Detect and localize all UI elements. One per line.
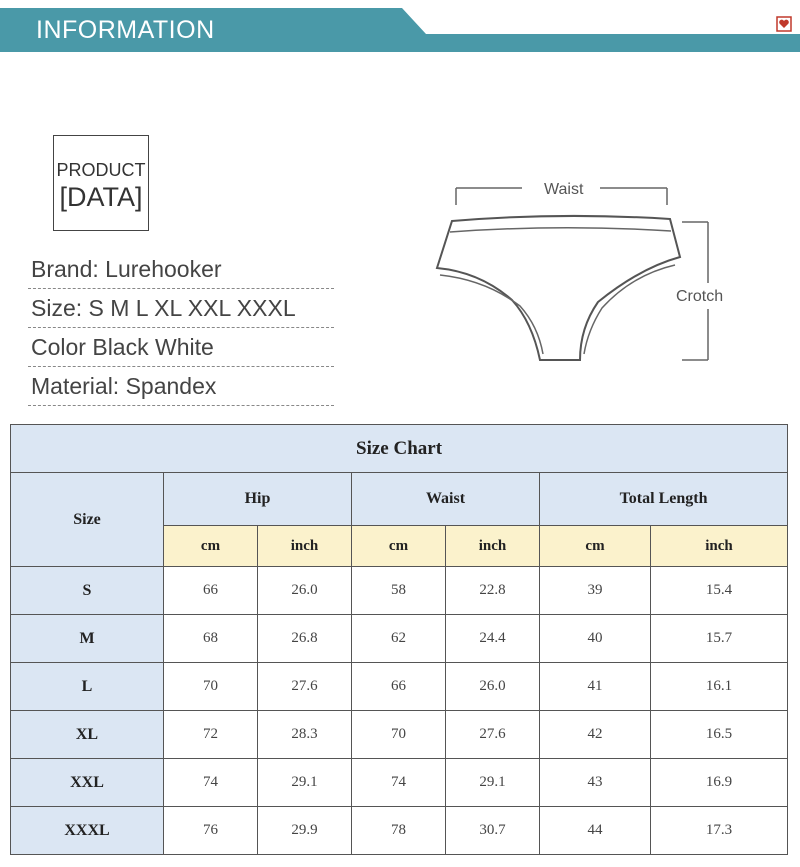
size-header: Size [11, 473, 164, 567]
unit-cell: cm [352, 526, 446, 567]
value-cell: 28.3 [258, 711, 352, 759]
value-cell: 40 [540, 615, 651, 663]
size-chart-table [10, 424, 788, 855]
value-cell: 72 [164, 711, 258, 759]
material-line: Material: Spandex [28, 370, 334, 406]
value-cell: 62 [352, 615, 446, 663]
heart-badge-icon[interactable] [776, 16, 792, 32]
table-row [11, 567, 788, 615]
value-cell: 70 [352, 711, 446, 759]
value-cell: 26.8 [258, 615, 352, 663]
value-cell: 15.4 [651, 567, 788, 615]
value-cell: 26.0 [446, 663, 540, 711]
value-cell: 24.4 [446, 615, 540, 663]
size-cell: M [11, 615, 164, 663]
value-cell: 78 [352, 807, 446, 855]
value-cell: 74 [352, 759, 446, 807]
waist-label: Waist [544, 181, 584, 198]
value-cell: 44 [540, 807, 651, 855]
value-cell: 30.7 [446, 807, 540, 855]
size-cell: XXXL [11, 807, 164, 855]
size-cell: S [11, 567, 164, 615]
value-cell: 16.1 [651, 663, 788, 711]
table-row [11, 711, 788, 759]
unit-cell: cm [164, 526, 258, 567]
table-row [11, 663, 788, 711]
value-cell: 29.1 [258, 759, 352, 807]
value-cell: 74 [164, 759, 258, 807]
value-cell: 27.6 [258, 663, 352, 711]
value-cell: 70 [164, 663, 258, 711]
value-cell: 29.9 [258, 807, 352, 855]
product-label: PRODUCT [56, 160, 146, 180]
unit-cell: inch [258, 526, 352, 567]
value-cell: 39 [540, 567, 651, 615]
hip-header: Hip [164, 473, 352, 526]
value-cell: 76 [164, 807, 258, 855]
size-line: Size: S M L XL XXL XXXL [28, 292, 334, 328]
color-line: Color Black White [28, 331, 334, 367]
value-cell: 42 [540, 711, 651, 759]
value-cell: 68 [164, 615, 258, 663]
header-banner [0, 0, 800, 60]
briefs-shape [437, 216, 680, 360]
value-cell: 22.8 [446, 567, 540, 615]
size-cell: L [11, 663, 164, 711]
value-cell: 66 [164, 567, 258, 615]
product-data-box [53, 135, 149, 231]
unit-cell: inch [651, 526, 788, 567]
value-cell: 43 [540, 759, 651, 807]
value-cell: 41 [540, 663, 651, 711]
size-cell: XXL [11, 759, 164, 807]
crotch-label: Crotch [676, 288, 724, 305]
unit-cell: inch [446, 526, 540, 567]
table-row [11, 615, 788, 663]
value-cell: 16.5 [651, 711, 788, 759]
value-cell: 66 [352, 663, 446, 711]
value-cell: 29.1 [446, 759, 540, 807]
size-chart-title: Size Chart [11, 425, 788, 473]
table-row [11, 759, 788, 807]
page-title: INFORMATION [36, 16, 215, 44]
value-cell: 58 [352, 567, 446, 615]
value-cell: 27.6 [446, 711, 540, 759]
table-row [11, 807, 788, 855]
unit-cell: cm [540, 526, 651, 567]
waist-header: Waist [352, 473, 540, 526]
size-cell: XL [11, 711, 164, 759]
value-cell: 17.3 [651, 807, 788, 855]
value-cell: 16.9 [651, 759, 788, 807]
total-length-header: Total Length [540, 473, 788, 526]
data-label: [DATA] [59, 182, 143, 212]
value-cell: 26.0 [258, 567, 352, 615]
value-cell: 15.7 [651, 615, 788, 663]
brand-line: Brand: Lurehooker [28, 253, 334, 289]
